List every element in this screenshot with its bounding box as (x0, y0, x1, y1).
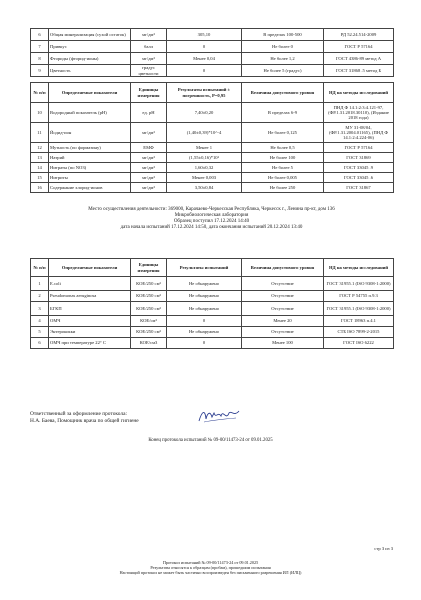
row-number: 8 (31, 53, 49, 65)
permissible-level: Отсутствие (242, 327, 324, 338)
permissible-level: Отсутствие (242, 302, 324, 316)
table3-body (31, 277, 394, 349)
table1-body (31, 29, 394, 77)
header-unit: Единицы измерения (131, 83, 167, 103)
unit: ед. pH (131, 103, 167, 123)
indicator-name: Нитриты (49, 173, 131, 183)
permissible-level: Не более 0,005 (242, 173, 324, 183)
result-value: Не обнаружено (167, 277, 242, 291)
indicator-name: Привкус (49, 41, 131, 53)
test-method: ГОСТ 18963 п.4.1 (324, 316, 394, 327)
activity-location: Место осуществления деятельности: 369000, Карачаево-Черкесская Республика, Черкесск г., Ленина пр-кт, дом 136 (88, 207, 335, 212)
chemical-results-table (30, 82, 394, 193)
signature (196, 405, 242, 427)
result-value: (1,55±0,16)*10¹ (167, 153, 242, 163)
test-method: ГОСТ 33045 .6 (324, 173, 394, 183)
row-number: 5 (31, 327, 49, 338)
footer-reproduction-note: Настоящий протокол не может быть частично воспроизведен без письменного разрешения ИЛ (ИЛЦ) (119, 570, 302, 575)
permissible-level: Не более 0,5 (242, 143, 324, 153)
row-number: 4 (31, 316, 49, 327)
responsible-person (30, 411, 139, 425)
table-row (31, 103, 394, 123)
permissible-level: Не более 0 (242, 41, 324, 53)
header-result: Результаты испытаний ± погрешность, Р=0,95 (167, 83, 242, 103)
unit: градус цветности (131, 65, 167, 77)
result-value: 0 (167, 41, 242, 53)
test-method: ГОСТ Р 57164 (324, 41, 394, 53)
unit: мг/дм³ (131, 123, 167, 143)
table-row (31, 163, 394, 173)
test-method: ГОСТ 31955.1 (ISO 9308-1:2000) (324, 302, 394, 316)
indicator-name: Нитраты (по NO3) (49, 163, 131, 173)
unit: КОЕ/250 см³ (131, 302, 167, 316)
result-value: 0 (167, 65, 242, 77)
unit: КОЕ/см3 (131, 338, 167, 349)
row-number: 15 (31, 173, 49, 183)
test-method: ГОСТ 31869 (324, 153, 394, 163)
test-method: МУ 31-08/04, (ФР.1.31.2004.01165), (ПНД Ф 14.1:2:4.224-06) (324, 123, 394, 143)
responsible-name: Н.А. Баева, Помощник врача по общей гигиене (30, 418, 139, 424)
indicator-name: Содержание хлорид-ионов (49, 183, 131, 193)
table-row (31, 277, 394, 291)
result-value: 0 (167, 316, 242, 327)
table-row (31, 316, 394, 327)
result-value: 1,60±0,32 (167, 163, 242, 173)
result-value: 0 (167, 338, 242, 349)
indicator-name: Мутность (по формазину) (49, 143, 131, 153)
permissible-level: Отсутствие (242, 291, 324, 302)
permissible-level: Не более 1,2 (242, 53, 324, 65)
test-method: ГОСТ 31868 .5 метод Б (324, 65, 394, 77)
test-method: ГОСТ ISO 6222 (324, 338, 394, 349)
test-method: ГОСТ Р 54755 п.9.3 (324, 291, 394, 302)
indicator-name: Водородный показатель (pH) (49, 103, 131, 123)
result-value: Не обнаружено (167, 327, 242, 338)
indicator-name: Йодид-ион (49, 123, 131, 143)
permissible-level: Не более 100 (242, 153, 324, 163)
footer (0, 560, 421, 575)
table-row (31, 338, 394, 349)
indicator-name: Энтерококки (49, 327, 131, 338)
result-value: 7,40±0,20 (167, 103, 242, 123)
header-indicator: Определяемые показатели (49, 259, 131, 277)
unit: ЕМФ (131, 143, 167, 153)
table-row (31, 291, 394, 302)
row-number: 14 (31, 163, 49, 173)
test-method: ПНД Ф 14.1:2:3:4.121-97, (ФР.1.31.2018.30110), (Издание 2018 года) (324, 103, 394, 123)
unit: мг/дм³ (131, 183, 167, 193)
unit: КОЕ/250 см³ (131, 327, 167, 338)
permissible-level: Не более 0,125 (242, 123, 324, 143)
indicator-name: Pseudomonas aeruginosa (49, 291, 131, 302)
table-row (31, 123, 394, 143)
table-row (31, 302, 394, 316)
footer-samples-note: Результаты относятся к образцам (пробам), прошедшим испытания (150, 565, 271, 570)
row-number: 6 (31, 338, 49, 349)
header-method: НД на методы исследований (324, 83, 394, 103)
header-norm: Величина допустимого уровня (242, 259, 324, 277)
indicator-name: Цветность (49, 65, 131, 77)
row-number: 7 (31, 41, 49, 53)
unit: мг/дм³ (131, 163, 167, 173)
result-value: Не обнаружено (167, 302, 242, 316)
unit: мг/дм³ (131, 153, 167, 163)
sample-received: Образец поступил 17.12.2024 14:40 (173, 219, 250, 224)
row-number: 3 (31, 302, 49, 316)
microbiology-results-table (30, 258, 394, 349)
row-number: 6 (31, 29, 49, 41)
unit: КОЕ/см³ (131, 316, 167, 327)
permissible-level: В пределах 100-500 (242, 29, 324, 41)
results-table-continuation (30, 28, 394, 77)
unit: мг/дм³ (131, 53, 167, 65)
result-value: 305,10 (167, 29, 242, 41)
responsible-title: Ответственный за оформление протокола: (30, 411, 127, 417)
row-number: 16 (31, 183, 49, 193)
info-block (30, 207, 393, 231)
row-number: 9 (31, 65, 49, 77)
end-of-protocol-note: Конец протокола испытаний № 09-00/11473-24 от 09.01.2025 (148, 438, 273, 443)
table-row (31, 29, 394, 41)
indicator-name: Натрий (49, 153, 131, 163)
row-number: 1 (31, 277, 49, 291)
result-value: Не обнаружено (167, 291, 242, 302)
indicator-name: E.coli (49, 277, 131, 291)
unit: КОЕ/250 см³ (131, 277, 167, 291)
result-value: 3,50±0,84 (167, 183, 242, 193)
row-number: 13 (31, 153, 49, 163)
page-number: стр 3 из 3 (374, 546, 393, 551)
permissible-level: Отсутствие (242, 277, 324, 291)
table3-header-row (31, 259, 394, 277)
table-row (31, 327, 394, 338)
indicator-name: Общая минерализация (сухой остаток) (49, 29, 131, 41)
table-row (31, 65, 394, 77)
result-value: (1,40±0,39)*10^-4 (167, 123, 242, 143)
header-norm: Величина допустимого уровня (242, 83, 324, 103)
test-method: ГОСТ 33045 .9 (324, 163, 394, 173)
test-method: СТБ ISO 7899-2-2015 (324, 327, 394, 338)
row-number: 12 (31, 143, 49, 153)
permissible-level: Не более 5 (градус) (242, 65, 324, 77)
permissible-level: Не более 5 (242, 163, 324, 173)
result-value: Менее 1 (167, 143, 242, 153)
row-number: 11 (31, 123, 49, 143)
result-value: Менее 0,003 (167, 173, 242, 183)
test-method: ГОСТ 31867 (324, 183, 394, 193)
table2-body (31, 103, 394, 193)
header-number: № п/п (31, 83, 49, 103)
unit: мг/дм³ (131, 29, 167, 41)
header-indicator: Определяемые показатели (49, 83, 131, 103)
footer-protocol-number: Протокол испытаний № 09-00/11473-24 от 09.01.2025 (162, 560, 259, 565)
test-method: РД 52.24.514-2009 (324, 29, 394, 41)
permissible-level: Не более 250 (242, 183, 324, 193)
test-method: ГОСТ 4386-89 метод А (324, 53, 394, 65)
result-value: Менее 0,04 (167, 53, 242, 65)
indicator-name: ОМЧ (49, 316, 131, 327)
test-method: ГОСТ Р 57164 (324, 143, 394, 153)
unit: КОЕ/250 см³ (131, 291, 167, 302)
test-dates: дата начала испытаний 17.12.2024 14:50, дата окончания испытаний 20.12.2024 13:40 (120, 225, 303, 230)
header-method: НД на методы исследований (324, 259, 394, 277)
header-unit: Единицы измерения (131, 259, 167, 277)
indicator-name: Фториды (фторид-ионы) (49, 53, 131, 65)
row-number: 10 (31, 103, 49, 123)
unit: балл (131, 41, 167, 53)
permissible-level: Менее 20 (242, 316, 324, 327)
table-row (31, 143, 394, 153)
test-method: ГОСТ 31955.1 (ISO 9308-1:2000) (324, 277, 394, 291)
laboratory-name: Микробиологическая лаборатория (174, 213, 249, 218)
unit: мг/дм³ (131, 173, 167, 183)
header-number: № п/п (31, 259, 49, 277)
indicator-name: ОМЧ при температуре 22° С (49, 338, 131, 349)
header-result: Результаты испытаний (167, 259, 242, 277)
permissible-level: В пределах 6-9 (242, 103, 324, 123)
table-row (31, 53, 394, 65)
table-row (31, 183, 394, 193)
row-number: 2 (31, 291, 49, 302)
table-row (31, 41, 394, 53)
indicator-name: БГКП (49, 302, 131, 316)
permissible-level: Менее 100 (242, 338, 324, 349)
table-row (31, 153, 394, 163)
table2-header-row (31, 83, 394, 103)
table-row (31, 173, 394, 183)
